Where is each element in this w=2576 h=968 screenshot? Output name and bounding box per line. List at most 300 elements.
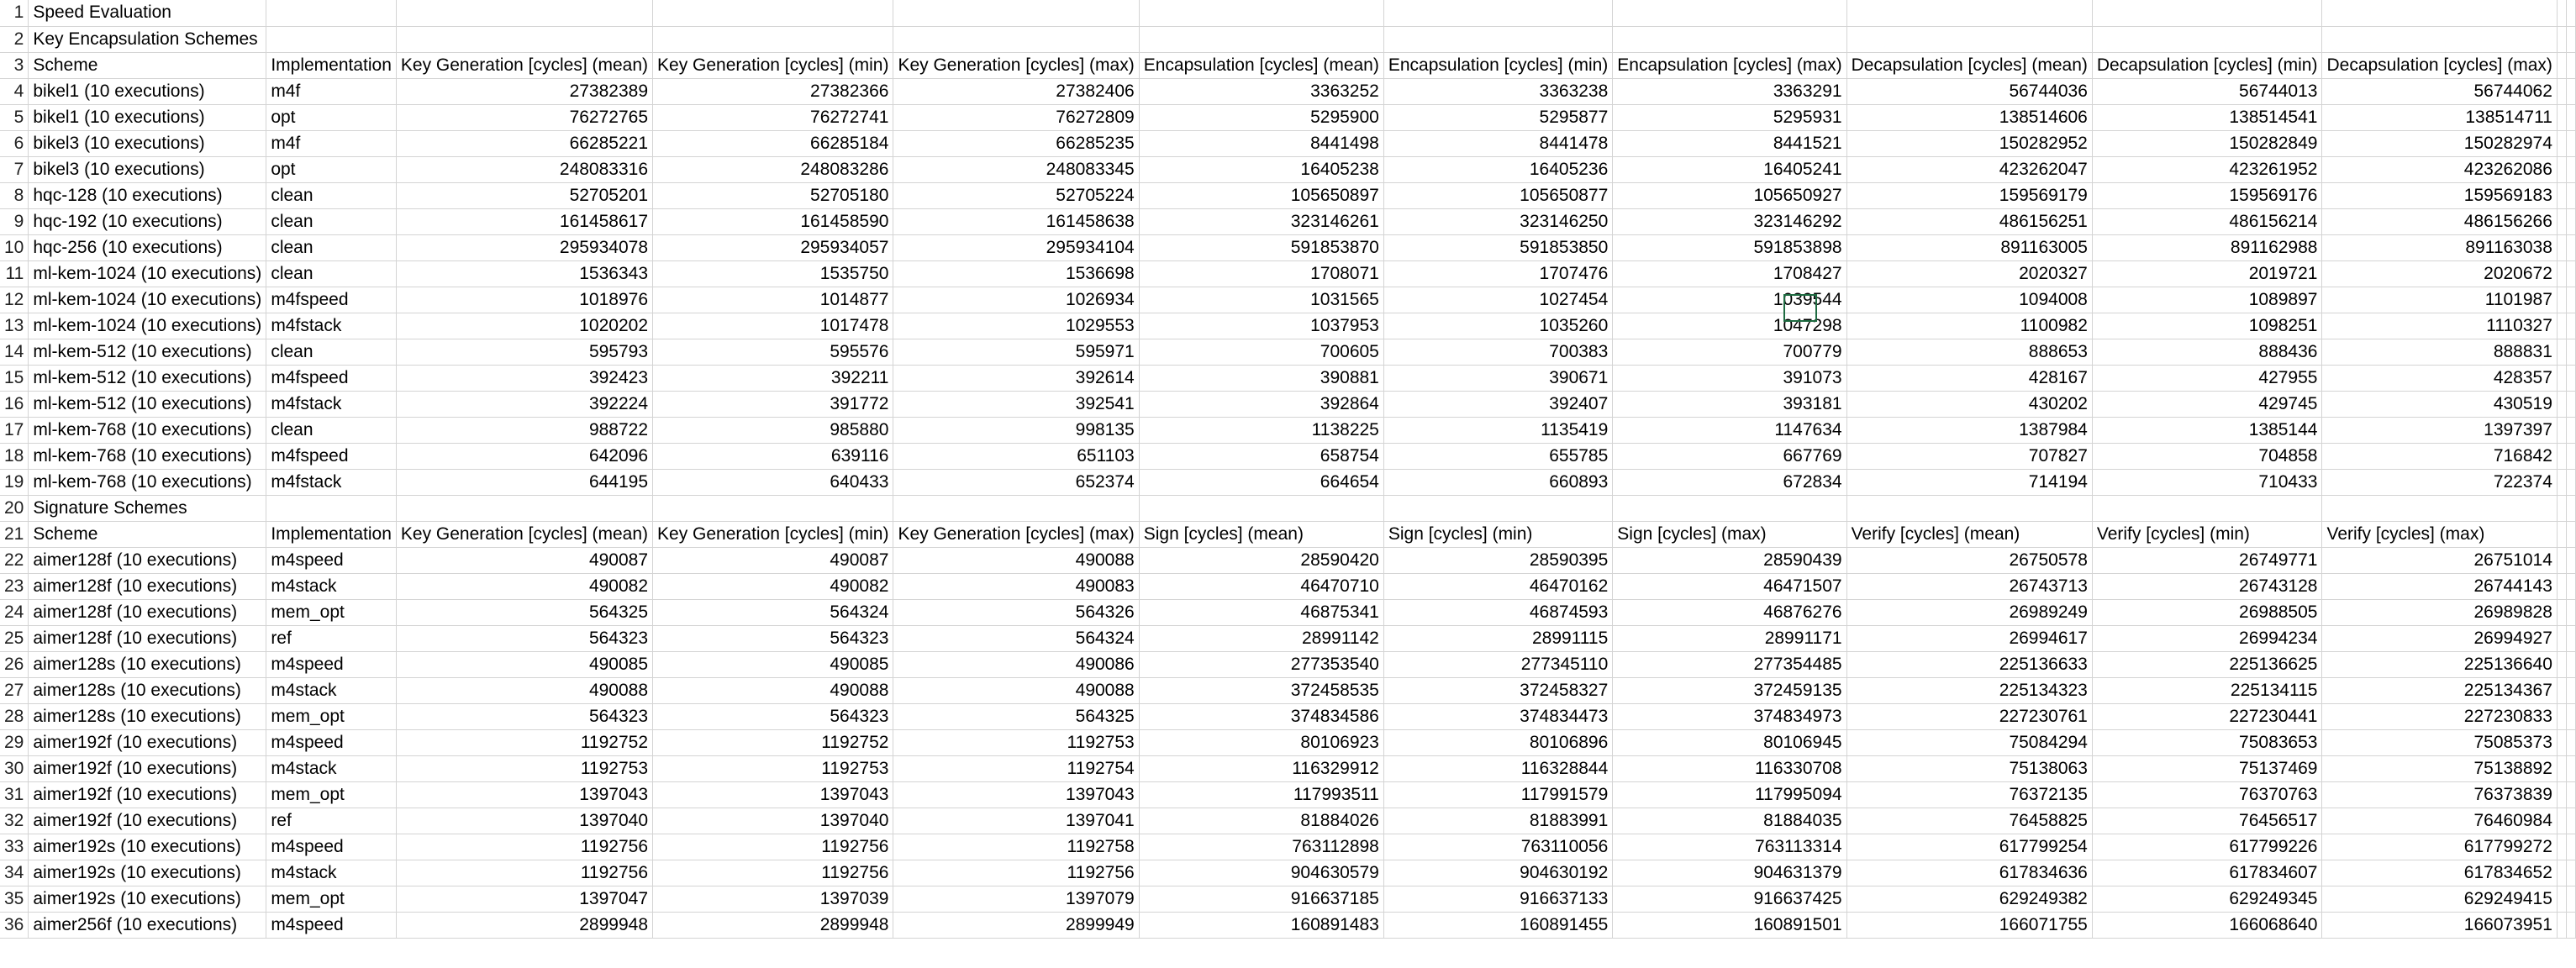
cell[interactable]: 904630192 — [1383, 860, 1612, 886]
cell[interactable]: 591853850 — [1383, 234, 1612, 260]
cell[interactable] — [2557, 0, 2566, 26]
cell[interactable]: 490087 — [653, 547, 893, 573]
cell[interactable]: 1192753 — [396, 755, 652, 781]
cell[interactable] — [2557, 912, 2566, 938]
cell[interactable]: 564326 — [893, 599, 1139, 625]
row-header[interactable]: 3 — [0, 52, 29, 78]
row-header[interactable]: 25 — [0, 625, 29, 651]
cell[interactable]: 26994234 — [2092, 625, 2322, 651]
cell[interactable] — [2566, 182, 2575, 208]
cell[interactable] — [1383, 0, 1612, 26]
cell[interactable]: m4fspeed — [266, 365, 397, 391]
cell[interactable] — [2566, 287, 2575, 313]
cell[interactable]: 490088 — [396, 677, 652, 703]
cell[interactable]: aimer192f (10 executions) — [29, 755, 266, 781]
cell[interactable]: 428167 — [1846, 365, 2092, 391]
row-header[interactable]: 26 — [0, 651, 29, 677]
cell[interactable] — [2566, 808, 2575, 834]
cell[interactable]: 700779 — [1613, 339, 1846, 365]
cell[interactable]: clean — [266, 339, 397, 365]
cell[interactable] — [2566, 625, 2575, 651]
cell[interactable]: 1014877 — [653, 287, 893, 313]
cell[interactable]: 490082 — [396, 573, 652, 599]
cell[interactable] — [1383, 495, 1612, 521]
cell[interactable]: 26743713 — [1846, 573, 2092, 599]
cell[interactable]: 16405238 — [1139, 156, 1383, 182]
cell[interactable]: m4fstack — [266, 469, 397, 495]
cell[interactable]: 28590439 — [1613, 547, 1846, 573]
cell[interactable]: 916637425 — [1613, 886, 1846, 912]
cell[interactable] — [2566, 78, 2575, 104]
cell[interactable]: ml-kem-1024 (10 executions) — [29, 260, 266, 287]
cell[interactable]: 1707476 — [1383, 260, 1612, 287]
cell[interactable]: 5295900 — [1139, 104, 1383, 130]
row-header[interactable]: 31 — [0, 781, 29, 808]
cell[interactable]: 716842 — [2322, 443, 2557, 469]
cell[interactable]: 1397047 — [396, 886, 652, 912]
row-header[interactable]: 29 — [0, 729, 29, 755]
cell[interactable] — [2322, 26, 2557, 52]
cell[interactable]: 564323 — [653, 703, 893, 729]
cell[interactable] — [2566, 703, 2575, 729]
cell[interactable]: 80106923 — [1139, 729, 1383, 755]
cell[interactable]: 56744036 — [1846, 78, 2092, 104]
cell[interactable]: 66285184 — [653, 130, 893, 156]
cell[interactable] — [2557, 313, 2566, 339]
cell[interactable]: Sign [cycles] (mean) — [1139, 521, 1383, 547]
cell[interactable]: hqc-256 (10 executions) — [29, 234, 266, 260]
cell[interactable]: 372459135 — [1613, 677, 1846, 703]
cell[interactable] — [653, 0, 893, 26]
cell[interactable]: 1192756 — [893, 860, 1139, 886]
cell[interactable] — [2557, 417, 2566, 443]
cell[interactable] — [893, 495, 1139, 521]
cell[interactable] — [1139, 495, 1383, 521]
cell[interactable] — [2566, 443, 2575, 469]
cell[interactable]: 391772 — [653, 391, 893, 417]
cell[interactable] — [2566, 755, 2575, 781]
cell[interactable]: mem_opt — [266, 703, 397, 729]
cell[interactable]: 700383 — [1383, 339, 1612, 365]
cell[interactable]: 1027454 — [1383, 287, 1612, 313]
row-header[interactable]: 8 — [0, 182, 29, 208]
cell[interactable]: 80106896 — [1383, 729, 1612, 755]
cell[interactable]: 150282952 — [1846, 130, 2092, 156]
cell[interactable]: 392224 — [396, 391, 652, 417]
cell[interactable]: 1397043 — [396, 781, 652, 808]
cell[interactable] — [266, 26, 397, 52]
cell[interactable]: 490082 — [653, 573, 893, 599]
cell[interactable]: Encapsulation [cycles] (mean) — [1139, 52, 1383, 78]
cell[interactable]: 617834652 — [2322, 860, 2557, 886]
cell[interactable]: 2020672 — [2322, 260, 2557, 287]
cell[interactable]: 617799254 — [1846, 834, 2092, 860]
cell[interactable] — [2566, 547, 2575, 573]
cell[interactable]: 227230833 — [2322, 703, 2557, 729]
cell[interactable]: 26743128 — [2092, 573, 2322, 599]
cell[interactable]: 591853870 — [1139, 234, 1383, 260]
cell[interactable]: 1035260 — [1383, 313, 1612, 339]
cell[interactable] — [2566, 912, 2575, 938]
cell[interactable]: 704858 — [2092, 443, 2322, 469]
cell[interactable] — [396, 0, 652, 26]
cell[interactable]: 1192756 — [653, 860, 893, 886]
cell[interactable] — [2557, 573, 2566, 599]
cell[interactable]: m4fspeed — [266, 443, 397, 469]
cell[interactable] — [2566, 156, 2575, 182]
cell[interactable]: 323146250 — [1383, 208, 1612, 234]
cell[interactable]: 1192758 — [893, 834, 1139, 860]
cell[interactable]: 1192752 — [396, 729, 652, 755]
row-header[interactable]: 4 — [0, 78, 29, 104]
cell[interactable]: 46470710 — [1139, 573, 1383, 599]
cell[interactable]: 490085 — [396, 651, 652, 677]
cell[interactable]: 76458825 — [1846, 808, 2092, 834]
cell[interactable]: 2019721 — [2092, 260, 2322, 287]
cell[interactable] — [2566, 651, 2575, 677]
cell[interactable]: 988722 — [396, 417, 652, 443]
cell[interactable]: 1138225 — [1139, 417, 1383, 443]
cell[interactable]: 393181 — [1613, 391, 1846, 417]
cell[interactable]: 423261952 — [2092, 156, 2322, 182]
cell[interactable]: 652374 — [893, 469, 1139, 495]
cell[interactable] — [2566, 339, 2575, 365]
cell[interactable]: Key Generation [cycles] (min) — [653, 521, 893, 547]
cell[interactable]: 1536343 — [396, 260, 652, 287]
cell[interactable]: 392614 — [893, 365, 1139, 391]
cell[interactable]: ml-kem-1024 (10 executions) — [29, 287, 266, 313]
cell[interactable] — [2566, 417, 2575, 443]
cell[interactable]: Key Encapsulation Schemes — [29, 26, 266, 52]
cell[interactable]: 81883991 — [1383, 808, 1612, 834]
cell[interactable]: ml-kem-1024 (10 executions) — [29, 313, 266, 339]
cell[interactable]: 117991579 — [1383, 781, 1612, 808]
cell[interactable]: 1192756 — [653, 834, 893, 860]
cell[interactable]: 161458617 — [396, 208, 652, 234]
cell[interactable]: Key Generation [cycles] (max) — [893, 52, 1139, 78]
cell[interactable]: Sign [cycles] (max) — [1613, 521, 1846, 547]
cell[interactable]: 891162988 — [2092, 234, 2322, 260]
cell[interactable]: aimer256f (10 executions) — [29, 912, 266, 938]
cell[interactable]: 227230761 — [1846, 703, 2092, 729]
cell[interactable]: 105650927 — [1613, 182, 1846, 208]
cell[interactable]: 722374 — [2322, 469, 2557, 495]
cell[interactable]: 75138892 — [2322, 755, 2557, 781]
cell[interactable] — [2566, 104, 2575, 130]
cell[interactable]: 75083653 — [2092, 729, 2322, 755]
cell[interactable] — [2566, 781, 2575, 808]
cell[interactable] — [2557, 391, 2566, 417]
row-header[interactable]: 16 — [0, 391, 29, 417]
row-header[interactable]: 2 — [0, 26, 29, 52]
cell[interactable]: 66285221 — [396, 130, 652, 156]
cell[interactable]: 160891483 — [1139, 912, 1383, 938]
cell[interactable]: ml-kem-512 (10 executions) — [29, 339, 266, 365]
cell[interactable]: m4fspeed — [266, 287, 397, 313]
cell[interactable] — [1846, 495, 2092, 521]
cell[interactable]: 655785 — [1383, 443, 1612, 469]
cell[interactable] — [2566, 860, 2575, 886]
cell[interactable]: 46471507 — [1613, 573, 1846, 599]
cell[interactable]: 763112898 — [1139, 834, 1383, 860]
cell[interactable] — [2557, 234, 2566, 260]
cell[interactable] — [2566, 313, 2575, 339]
cell[interactable]: 27382406 — [893, 78, 1139, 104]
cell[interactable]: 160891455 — [1383, 912, 1612, 938]
cell[interactable] — [2557, 104, 2566, 130]
cell[interactable]: 75084294 — [1846, 729, 2092, 755]
cell[interactable]: 391073 — [1613, 365, 1846, 391]
cell[interactable]: 150282974 — [2322, 130, 2557, 156]
cell[interactable]: 430202 — [1846, 391, 2092, 417]
cell[interactable]: aimer192f (10 executions) — [29, 781, 266, 808]
cell[interactable]: bikel3 (10 executions) — [29, 130, 266, 156]
cell[interactable]: 1397039 — [653, 886, 893, 912]
cell[interactable]: 658754 — [1139, 443, 1383, 469]
cell[interactable] — [1846, 26, 2092, 52]
row-header[interactable]: 34 — [0, 860, 29, 886]
cell[interactable]: 1047298 — [1613, 313, 1846, 339]
cell[interactable]: 617834607 — [2092, 860, 2322, 886]
cell[interactable]: Verify [cycles] (max) — [2322, 521, 2557, 547]
cell[interactable]: 888831 — [2322, 339, 2557, 365]
cell[interactable]: 248083316 — [396, 156, 652, 182]
cell[interactable]: 888436 — [2092, 339, 2322, 365]
cell[interactable]: 430519 — [2322, 391, 2557, 417]
cell[interactable]: 46874593 — [1383, 599, 1612, 625]
cell[interactable]: ref — [266, 808, 397, 834]
cell[interactable] — [653, 26, 893, 52]
cell[interactable]: 52705180 — [653, 182, 893, 208]
cell[interactable]: 166073951 — [2322, 912, 2557, 938]
cell[interactable]: 486156251 — [1846, 208, 2092, 234]
row-header[interactable]: 19 — [0, 469, 29, 495]
cell[interactable]: 277354485 — [1613, 651, 1846, 677]
cell[interactable]: Scheme — [29, 52, 266, 78]
cell[interactable]: 2899948 — [653, 912, 893, 938]
cell[interactable]: 374834586 — [1139, 703, 1383, 729]
cell[interactable]: Implementation — [266, 52, 397, 78]
cell[interactable]: aimer128f (10 executions) — [29, 625, 266, 651]
cell[interactable]: 76272809 — [893, 104, 1139, 130]
cell[interactable] — [2566, 521, 2575, 547]
cell[interactable]: 891163038 — [2322, 234, 2557, 260]
cell[interactable]: 161458590 — [653, 208, 893, 234]
row-header[interactable]: 5 — [0, 104, 29, 130]
cell[interactable]: 105650897 — [1139, 182, 1383, 208]
cell[interactable]: m4stack — [266, 573, 397, 599]
cell[interactable]: 225136640 — [2322, 651, 2557, 677]
cell[interactable] — [2557, 182, 2566, 208]
cell[interactable]: mem_opt — [266, 886, 397, 912]
cell[interactable]: 644195 — [396, 469, 652, 495]
cell[interactable]: 916637185 — [1139, 886, 1383, 912]
cell[interactable]: 26994927 — [2322, 625, 2557, 651]
row-header[interactable]: 14 — [0, 339, 29, 365]
cell[interactable]: Signature Schemes — [29, 495, 266, 521]
cell[interactable] — [2566, 573, 2575, 599]
cell[interactable]: Implementation — [266, 521, 397, 547]
cell[interactable]: 617834636 — [1846, 860, 2092, 886]
cell[interactable]: 28590395 — [1383, 547, 1612, 573]
cell[interactable]: ml-kem-768 (10 executions) — [29, 443, 266, 469]
cell[interactable]: 891163005 — [1846, 234, 2092, 260]
cell[interactable] — [2566, 52, 2575, 78]
cell[interactable]: 700605 — [1139, 339, 1383, 365]
cell[interactable]: 26988505 — [2092, 599, 2322, 625]
cell[interactable]: 28991115 — [1383, 625, 1612, 651]
cell[interactable] — [2557, 834, 2566, 860]
cell[interactable] — [266, 495, 397, 521]
cell[interactable]: 1397397 — [2322, 417, 2557, 443]
active-cell-selection[interactable] — [1783, 294, 1817, 322]
cell[interactable]: 1397040 — [653, 808, 893, 834]
cell[interactable] — [2557, 443, 2566, 469]
cell[interactable]: ml-kem-512 (10 executions) — [29, 391, 266, 417]
cell[interactable]: Key Generation [cycles] (max) — [893, 521, 1139, 547]
cell[interactable]: 392864 — [1139, 391, 1383, 417]
row-header[interactable]: 12 — [0, 287, 29, 313]
cell[interactable]: 81884035 — [1613, 808, 1846, 834]
cell[interactable]: 660893 — [1383, 469, 1612, 495]
cell[interactable] — [2557, 651, 2566, 677]
cell[interactable] — [2557, 208, 2566, 234]
cell[interactable] — [2092, 0, 2322, 26]
cell[interactable]: 138514541 — [2092, 104, 2322, 130]
cell[interactable]: 490086 — [893, 651, 1139, 677]
cell[interactable]: Decapsulation [cycles] (mean) — [1846, 52, 2092, 78]
cell[interactable] — [2557, 469, 2566, 495]
cell[interactable] — [2557, 339, 2566, 365]
cell[interactable]: 1017478 — [653, 313, 893, 339]
row-header[interactable]: 15 — [0, 365, 29, 391]
cell[interactable]: 372458327 — [1383, 677, 1612, 703]
cell[interactable]: 225136625 — [2092, 651, 2322, 677]
cell[interactable]: 1708071 — [1139, 260, 1383, 287]
cell[interactable]: 490088 — [893, 677, 1139, 703]
cell[interactable] — [2092, 26, 2322, 52]
row-header[interactable]: 21 — [0, 521, 29, 547]
cell[interactable]: 295934104 — [893, 234, 1139, 260]
cell[interactable]: 26749771 — [2092, 547, 2322, 573]
cell[interactable]: 1026934 — [893, 287, 1139, 313]
cell[interactable]: 166068640 — [2092, 912, 2322, 938]
cell[interactable]: 160891501 — [1613, 912, 1846, 938]
row-header[interactable]: 30 — [0, 755, 29, 781]
cell[interactable]: 595576 — [653, 339, 893, 365]
cell[interactable]: 1192754 — [893, 755, 1139, 781]
cell[interactable]: m4stack — [266, 860, 397, 886]
row-header[interactable]: 13 — [0, 313, 29, 339]
cell[interactable]: aimer192s (10 executions) — [29, 860, 266, 886]
cell[interactable] — [2557, 495, 2566, 521]
cell[interactable]: 1037953 — [1139, 313, 1383, 339]
cell[interactable] — [2557, 755, 2566, 781]
cell[interactable]: 159569176 — [2092, 182, 2322, 208]
cell[interactable]: 76373839 — [2322, 781, 2557, 808]
cell[interactable]: 277353540 — [1139, 651, 1383, 677]
cell[interactable]: 486156266 — [2322, 208, 2557, 234]
cell[interactable]: 3363291 — [1613, 78, 1846, 104]
cell[interactable] — [2557, 365, 2566, 391]
cell[interactable]: 428357 — [2322, 365, 2557, 391]
cell[interactable]: 1192753 — [653, 755, 893, 781]
cell[interactable]: bikel1 (10 executions) — [29, 104, 266, 130]
cell[interactable] — [1613, 26, 1846, 52]
row-header[interactable]: 17 — [0, 417, 29, 443]
cell[interactable] — [396, 495, 652, 521]
cell[interactable] — [2566, 234, 2575, 260]
cell[interactable]: 564324 — [893, 625, 1139, 651]
cell[interactable]: 56744062 — [2322, 78, 2557, 104]
cell[interactable] — [2566, 886, 2575, 912]
cell[interactable] — [2566, 469, 2575, 495]
row-header[interactable]: 35 — [0, 886, 29, 912]
cell[interactable]: 2020327 — [1846, 260, 2092, 287]
cell[interactable]: m4fstack — [266, 313, 397, 339]
cell[interactable]: 1192752 — [653, 729, 893, 755]
cell[interactable]: Speed Evaluation — [29, 0, 266, 26]
cell[interactable]: 27382366 — [653, 78, 893, 104]
cell[interactable] — [1139, 26, 1383, 52]
cell[interactable]: 52705201 — [396, 182, 652, 208]
cell[interactable]: 225134115 — [2092, 677, 2322, 703]
cell[interactable]: 392407 — [1383, 391, 1612, 417]
cell[interactable]: 3363252 — [1139, 78, 1383, 104]
cell[interactable]: 490088 — [653, 677, 893, 703]
cell[interactable]: 225134323 — [1846, 677, 2092, 703]
cell[interactable]: 66285235 — [893, 130, 1139, 156]
cell[interactable]: 1135419 — [1383, 417, 1612, 443]
cell[interactable]: 642096 — [396, 443, 652, 469]
cell[interactable] — [2557, 677, 2566, 703]
cell[interactable]: Scheme — [29, 521, 266, 547]
row-header[interactable]: 24 — [0, 599, 29, 625]
cell[interactable]: opt — [266, 156, 397, 182]
cell[interactable]: 1397079 — [893, 886, 1139, 912]
cell[interactable]: 904631379 — [1613, 860, 1846, 886]
cell[interactable] — [2566, 391, 2575, 417]
cell[interactable] — [2566, 130, 2575, 156]
cell[interactable]: 664654 — [1139, 469, 1383, 495]
cell[interactable]: m4stack — [266, 755, 397, 781]
cell[interactable]: aimer128f (10 executions) — [29, 573, 266, 599]
cell[interactable]: 1397041 — [893, 808, 1139, 834]
cell[interactable]: aimer192s (10 executions) — [29, 886, 266, 912]
cell[interactable]: 81884026 — [1139, 808, 1383, 834]
cell[interactable]: 16405241 — [1613, 156, 1846, 182]
cell[interactable]: 617799226 — [2092, 834, 2322, 860]
cell[interactable]: 28991142 — [1139, 625, 1383, 651]
cell[interactable]: 564325 — [893, 703, 1139, 729]
cell[interactable]: 640433 — [653, 469, 893, 495]
cell[interactable]: 392423 — [396, 365, 652, 391]
cell[interactable]: 76272741 — [653, 104, 893, 130]
cell[interactable]: 1387984 — [1846, 417, 2092, 443]
cell[interactable] — [2557, 78, 2566, 104]
cell[interactable]: clean — [266, 234, 397, 260]
cell[interactable] — [2557, 860, 2566, 886]
cell[interactable]: aimer128s (10 executions) — [29, 703, 266, 729]
cell[interactable]: 888653 — [1846, 339, 2092, 365]
cell[interactable] — [2566, 729, 2575, 755]
cell[interactable]: Decapsulation [cycles] (min) — [2092, 52, 2322, 78]
cell[interactable]: 76372135 — [1846, 781, 2092, 808]
cell[interactable]: 1397043 — [653, 781, 893, 808]
cell[interactable]: 707827 — [1846, 443, 2092, 469]
cell[interactable] — [2566, 599, 2575, 625]
cell[interactable]: 1039544 — [1613, 287, 1846, 313]
